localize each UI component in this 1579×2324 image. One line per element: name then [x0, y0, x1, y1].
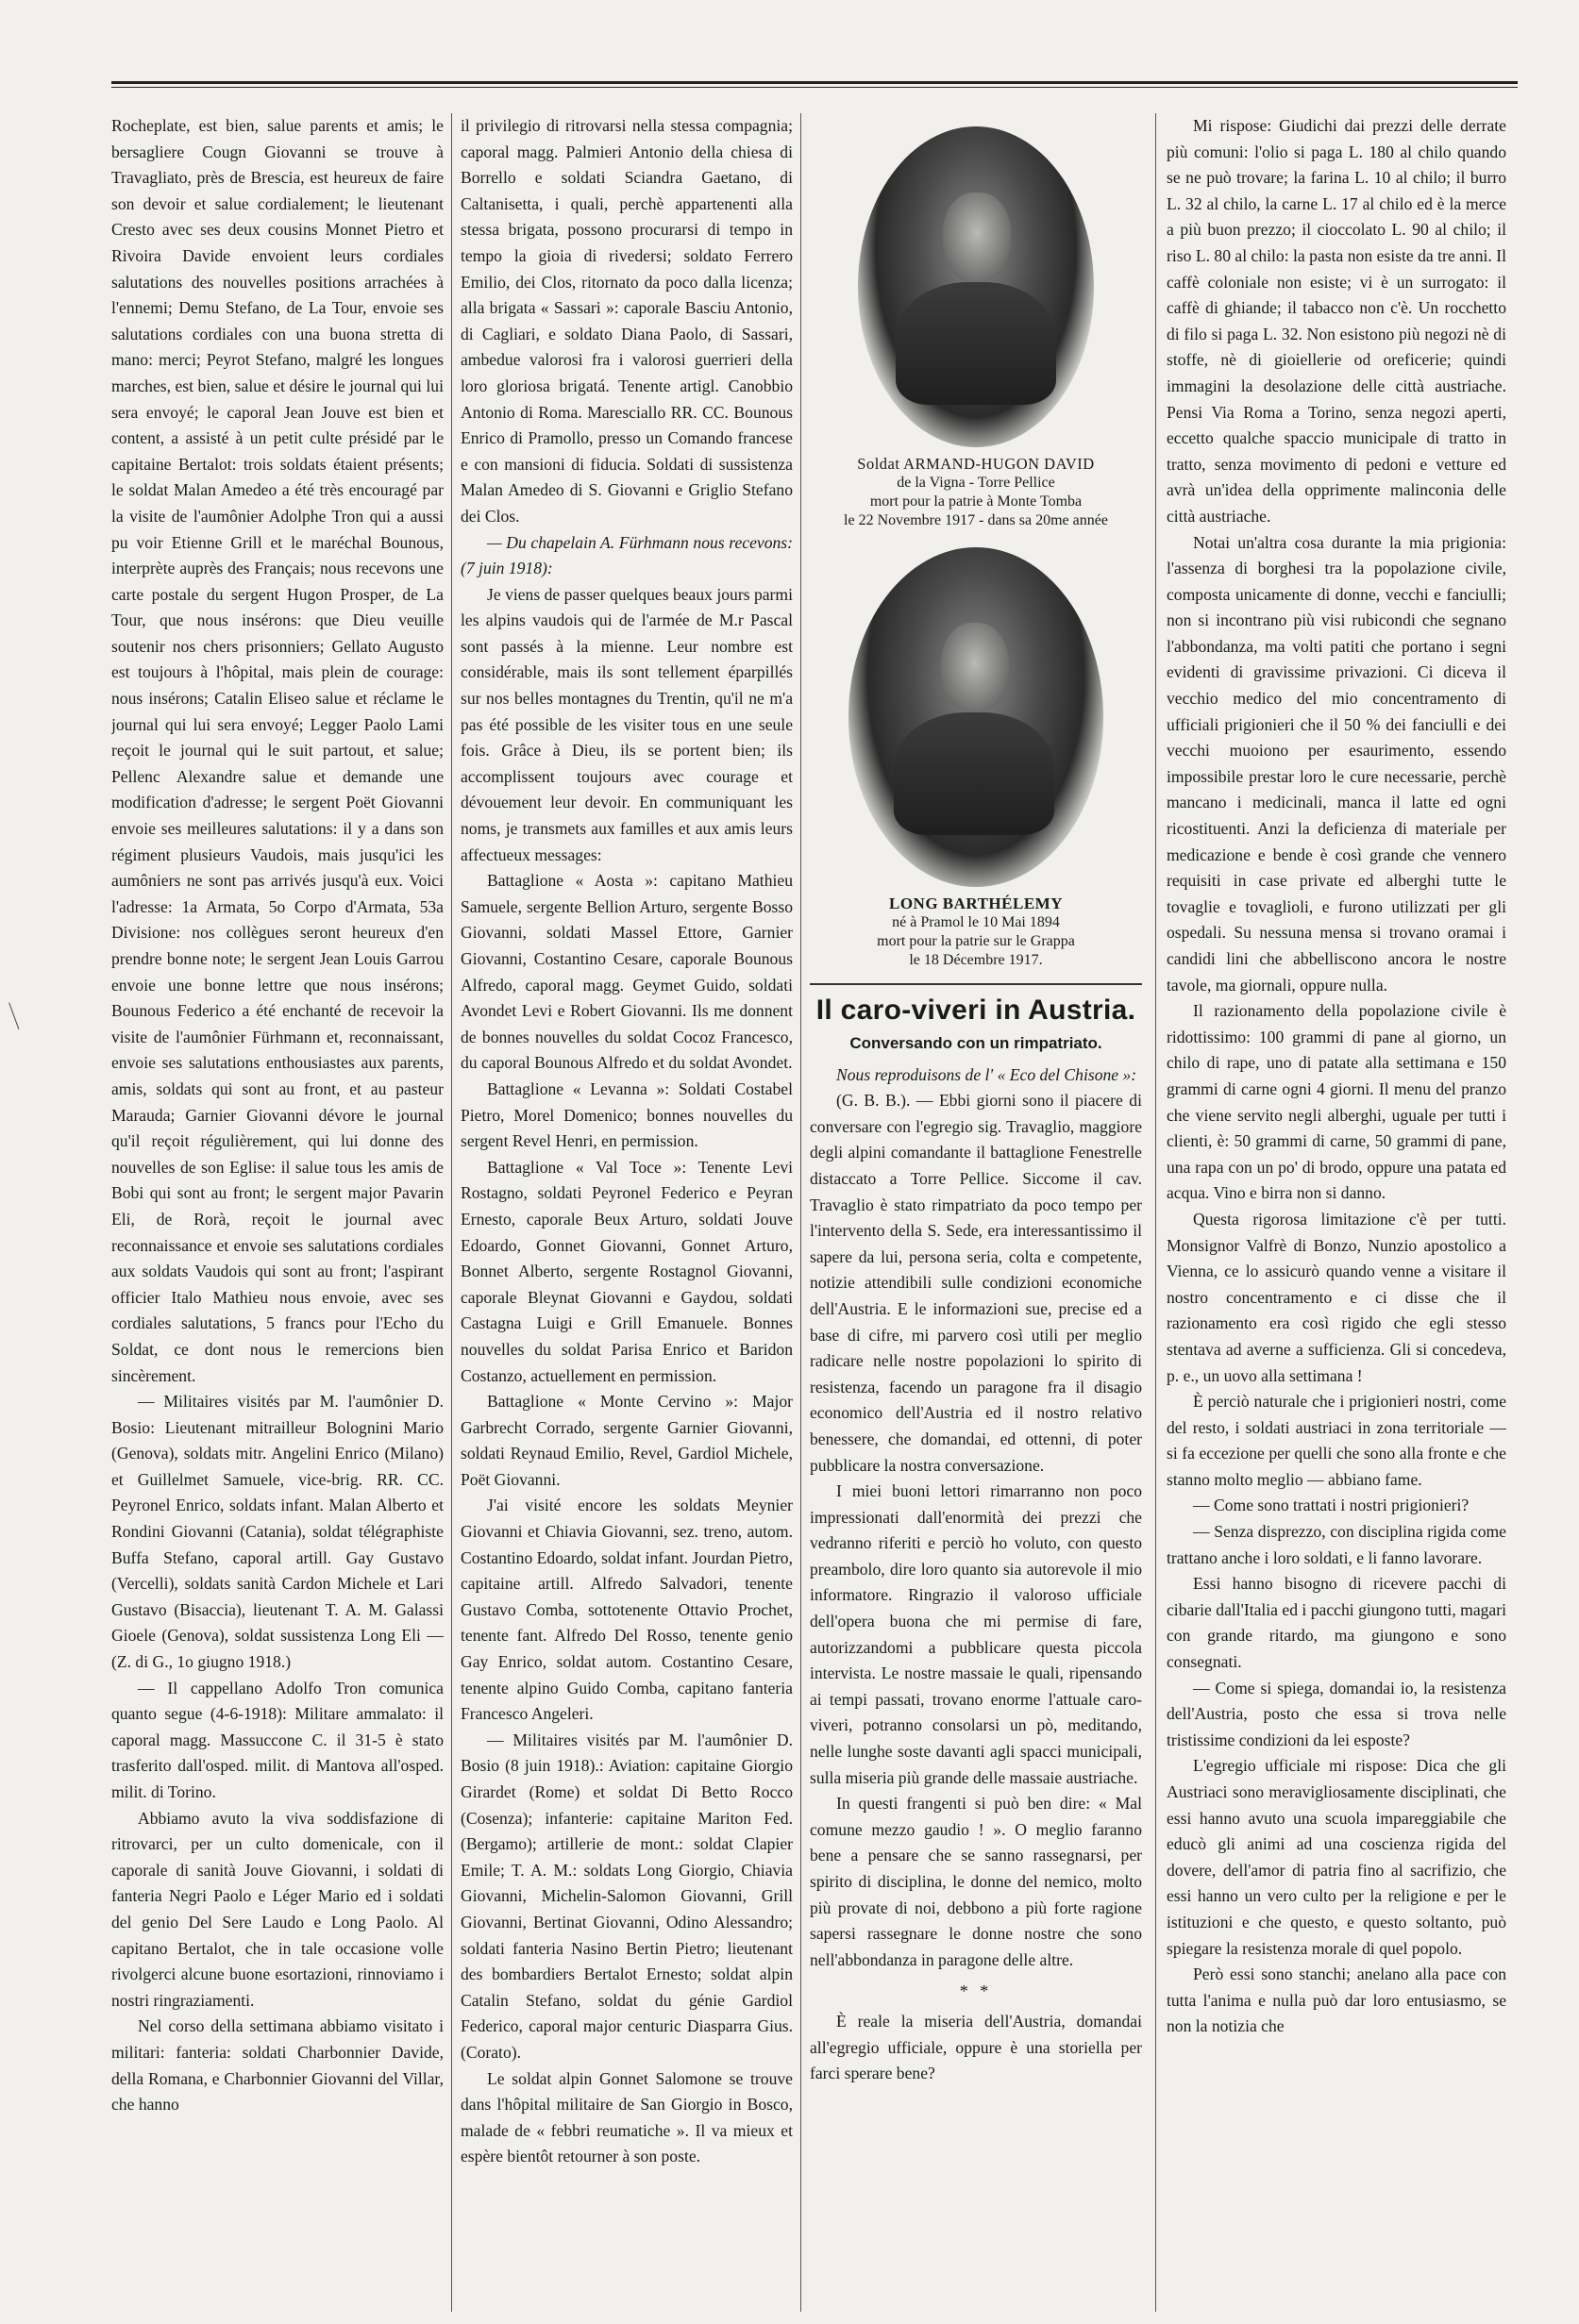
caption-1-line-4: le 22 Novembre 1917 - dans sa 20me année — [844, 512, 1108, 528]
col1-paragraph-1: Rocheplate, est bien, salue parents et amis; le bersagliere Cougn Giovanni se trouve à Travagliato, près de Brescia, est heureux de faire son devoir et salue cordialement; le lieutenant Cresto avec ses deux cousins Monnet Pietro et Rivoira Davide envoient leurs cordiales salutations des nouvelles positions arrachées à l'ennemi; Demu Stefano, de La Tour, envoie ses salutations cordiales con una buona stretta di mano: merci; Peyrot Stefano, malgré les longues marches, est bien, salue et désire le journal qui lui sera envoyé; le caporal Jean Jouve est bien et content, a assisté à un petit culte présidé par le capitaine Bertalot: trois soldats étaient présents; le soldat Malan Amedeo a été très encouragé par la visite de l'aumônier Adolphe Tron qui a aussi pu voir Etienne Grill et le maréchal Bounous, interprète auprès des Français; nous recevons une carte postale du sergent Hugon Prosper, de La Tour, que nous insérons: que Dieu veuille soutenir nos chers prisonniers; Gellato Augusto est toujours à l'hôpital, mais plein de courage: nous insérons; Catalin Eliseo salue et réclame le journal qui lui sera envoyé; Legger Paolo Lami reçoit le journal qui le suit partout, et salue; Pellenc Alexandre salue et demande une modification d'adresse; le sergent Poët Giovanni envoie ses meilleures salutations: il y a dans son régiment plusieurs Vaudois, mais jusqu'ici les aumôniers ne sont pas arrivés jusqu'à eux. Voici l'adresse: 1a Armata, 5o Corpo d'Armata, 53a Divisione: nos collègues seront heureux d'en prendre bonne note; le sergent Jean Louis Garrou envoie une bonne lettre que nous insérons; Bounous Federico a été enchanté de recevoir la visite de l'aumônier Fürhmann et, reconnaissant, envoie ses salutations enthousiastes aux parents, amis, soldats qui sont au front, et au pasteur Marauda; Garnier Giovanni dévore le journal qu'il reçoit régulièrement, qui lui donne des nouvelles de son Eglise: il salue tous les amis de Bobi qui sont au front; le sergent major Pavarin Eli, de Rorà, reçoit le journal avec reconnaissance et envoie ses salutations cordiales aux soldats Vaudois qui sont au front; l'aspirant officier Italo Mathieu nous envoie, avec ses cordiales salutations, 5 francs pour l'Echo du Soldat, ce dont nous le remercions bien sincèrement. — [111, 116, 444, 1385]
col4-paragraph-10: L'egregio ufficiale mi rispose: Dica che gli Austriaci sono meravigliosamente disciplinati, che essi hanno avuto una scuola impareggiabile che educò gli animi ad una coscienza rigida del dovere, dell'amor di patria fino al sacrifizio, che essi hanno un vero culto per la religione e per le istituzioni e che questo, e questo soltanto, può spiegare la resistenza morale di quel popolo. — [1167, 1756, 1506, 1958]
col2-paragraph-2: — Du chapelain A. Fürhmann nous recevons: (7 juin 1918): — [461, 532, 793, 578]
portrait-photo-armand-hugon — [858, 126, 1094, 447]
col3-paragraph-1: (G. B. B.). — Ebbi giorni sono il piacere di conversare con l'egregio sig. Travaglio, maggiore degli alpini comandante il battaglione Fenestrelle distaccato a Torre Pellice. Siccome il cav. Travaglio è stato rimpatriato da poco tempo per l'intervento della S. Sede, era interessantissimo il sapere da lui, persona seria, colta e competente, notizie attendibili sulle condizioni economiche dell'Austria. E le informazioni sue, precise ed a base di cifre, mi parvero così utili per meglio radicare nelle nostre popolazioni lo spirito di resistenza, facendo un paragone fra il disagio economico dell'Austria ed il nostro relativo benessere, che domandai, ed ottenni, di poter pubblicare la nostra conversazione. — [810, 1091, 1142, 1475]
caption-2-line-4: le 18 Décembre 1917. — [909, 952, 1043, 968]
column-divider-1 — [451, 113, 452, 2312]
margin-mark — [8, 999, 28, 1029]
caption-1-line-3: mort pour la patrie à Monte Tomba — [869, 493, 1083, 510]
section-separator — [810, 983, 1142, 985]
col2-paragraph-5: Battaglione « Levanna »: Soldati Costabel Pietro, Morel Domenico; bonnes nouvelles du sergent Revel Henri, en permission. — [461, 1078, 793, 1151]
col3-paragraph-3: In questi frangenti si può ben dire: « Mal comune mezzo gaudio ! ». O meglio faranno bene a pensare che se sanno rassegnarsi, per spirito di disciplina, le donne del nemico, molto più provate di noi, debbono a più forte ragione sapersi rassegnare le donne nostre che sono nell'abbondanza in paragone delle altre. — [810, 1794, 1142, 1969]
portrait-photo-long-barthelemy — [848, 547, 1103, 887]
col4-paragraph-11: Però essi sono stanchi; anelano alla pace con tutta l'anima e nulla può dar loro entusiasmo, se non la notizia che — [1167, 1965, 1506, 2036]
col2-paragraph-9: — Militaires visités par M. l'aumônier D. Bosio (8 juin 1918).: Aviation: capitaine Giorgio Girardet (Rome) et soldat Di Betto Rocco (Cosenza); infanterie: capitaine Mariton Fed. (Bergamo); artillerie de mont.: soldat Clapier Emile; T. A. M.: soldats Long Giorgio, Chiavia Giovanni, Michelin-Salomon Giovanni, Grill Giovanni, Bertinat Giovanni, Odino Alessandro; soldati fanteria Nasino Bertin Pietro; lieutenant des bombardiers Bertalot Ernesto; soldat alpin Catalin Stefano, soldat du génie Gardiol Federico, caporal major centuric Diasparra Gius. (Corato). — [461, 1730, 793, 2062]
col3-paragraph-last: È reale la miseria dell'Austria, domandai all'egregio ufficiale, oppure è una storiella per farci sperare bene? — [810, 2011, 1142, 2083]
caption-1-line-1: Soldat ARMAND-HUGON DAVID — [857, 455, 1095, 473]
column-4 — [1167, 113, 1506, 2312]
article-intro: Nous reproduisons de l' « Eco del Chisone »: — [836, 1064, 1137, 1084]
col1-paragraph-3: — Il cappellano Adolfo Tron comunica quanto segue (4-6-1918): Militare ammalato: il caporal magg. Massuccone C. il 31-5 è stato trasferito dall'osped. milit. di Mantova all'osped. milit. di Torino. — [111, 1678, 444, 1801]
caption-2-line-1: LONG BARTHÉLEMY — [888, 894, 1063, 912]
col4-paragraph-4: Questa rigorosa limitazione c'è per tutti. Monsignor Valfrè di Bonzo, Nunzio apostolico a Vienna, ce lo assicurò quando venne a visitare il nostro concentramento e ci disse che il razionamento era così rigido che egli stesso stentava ad averne a sufficienza. Gli si concedeva, p. e., un uovo alla settimana ! — [1167, 1209, 1506, 1385]
col4-paragraph-7: — Senza disprezzo, con disciplina rigida come trattano anche i loro soldati, e li fanno lavorare. — [1167, 1522, 1506, 1567]
caption-2-line-2: né à Pramol le 10 Mai 1894 — [892, 914, 1060, 930]
col1-paragraph-5: Nel corso della settimana abbiamo visitato i militari: fanteria: soldati Charbonnier Davide, della Romana, e Charbonnier Giovanni del Villar, che hanno — [111, 2016, 444, 2115]
col1-paragraph-4: Abbiamo avuto la viva soddisfazione di ritrovarci, per un culto domenicale, con il caporale di sanità Jouve Giovanni, i soldati di fanteria Negri Paolo e Léger Mario ed i soldati del genio Del Sere Laudo e Long Paolo. Al capitano Bertalot, che in tale occasione volle rivolgerci alcune buone esortazioni, rinnoviamo i nostri ringraziamenti. — [111, 1808, 444, 2010]
col4-paragraph-3: Il razionamento della popolazione civile è ridottissimo: 100 grammi di pane al giorno, un chilo di rape, uno di patate alla settimana e 150 grammi di carne ogni 4 giorni. Il menu del pranzo che viene servito negli alberghi, uguale per tutti i clienti, è: 50 grammi di carne, 50 grammi di pane, una rapa con un po' di brodo, oppure una patata ed acqua. Vino e birra non si danno. — [1167, 1001, 1506, 1203]
article-headline: Il caro-viveri in Austria. — [815, 995, 1136, 1026]
col2-paragraph-1: il privilegio di ritrovarsi nella stessa compagnia; caporal magg. Palmieri Antonio della chiesa di Borrello e soldati Sciandra Gaetano, di Caltanisetta, i quali, perchè appartenenti alla stessa brigata, possono procurarsi di tempo in tempo la gioia di rivedersi; soldato Ferrero Emilio, dei Clos, ritornato da poco dalla licenza; alla brigata « Sassari »: caporale Basciu Antonio, di Cagliari, e soldato Diana Paolo, di Sassari, ambedue valorosi fra i valorosi guerrieri della loro gloriosa brigatá. Tenente artigl. Canobbio Antonio di Roma. Maresciallo RR. CC. Bounous Enrico di Pramollo, presso un Comando francese e con mansioni di fiducia. Soldati di sussistenza Malan Amedeo di S. Giovanni e Griglio Stefano dei Clos. — [461, 116, 793, 526]
col2-paragraph-10: Le soldat alpin Gonnet Salomone se trouve dans l'hôpital militaire de San Giorgio in Bosco, malade de « febbri reumatiche ». Il va mieux et espère bientôt retourner à son poste. — [461, 2068, 793, 2166]
col2-paragraph-4: Battaglione « Aosta »: capitano Mathieu Samuele, sergente Bellion Arturo, sergente Bosso Giovanni, soldati Massel Ettore, Garnier Giovanni, Costantino Cesare, caporale Bounous Alfredo, caporal magg. Geymet Guido, soldati Avondet Levi e Robert Giovanni. Ils me donnent de bonnes nouvelles du soldat Cocoz Francesco, du caporal Bounous Alfredo et du soldat Avondet. — [461, 871, 793, 1073]
article-subheadline: Conversando con un rimpatriato. — [849, 1034, 1102, 1052]
column-3 — [810, 113, 1142, 2312]
col4-paragraph-6: — Come sono trattati i nostri prigionieri? — [1193, 1496, 1470, 1515]
portrait-caption-2 — [810, 894, 1142, 970]
top-double-rule — [111, 81, 1518, 88]
caption-2-line-3: mort pour la patrie sur le Grappa — [877, 933, 1075, 949]
portrait-caption-1 — [810, 455, 1142, 530]
caption-1-line-2: de la Vigna - Torre Pellice — [897, 475, 1055, 491]
col4-paragraph-9: — Come si spiega, domandai io, la resistenza dell'Austria, posto che essa si trova nelle tristissime condizioni da lei esposte? — [1167, 1678, 1506, 1749]
col2-paragraph-8: J'ai visité encore les soldats Meynier Giovanni et Chiavia Giovanni, sez. treno, autom. Costantino Edoardo, soldat infant. Jourdan Pietro, capitaine artill. Alfredo Salvadori, tenente Gustavo Comba, sottotenente Ottavio Prochet, tenente fant. Alfredo Del Rosso, tenente genio Gay Enrico, soldat autom. Costantino Cesare, tenente alpino Guido Comba, capitano fanteria Francesco Angeleri. — [461, 1496, 793, 1724]
col1-paragraph-2: — Militaires visités par M. l'aumônier D. Bosio: Lieutenant mitrailleur Bolognini Mario (Genova), soldats mitr. Angelini Enrico (Milano) et Guillelmet Samuele, vice-brig. RR. CC. Peyronel Enrico, soldats infant. Malan Alberto et Rondini Giovanni (Catania), soldat télégraphiste Buffa Stefano, caporal artill. Gay Gustavo (Vercelli), soldats sanità Cardon Michele et Lari Gustavo (Bisaccia), lieutenant T. A. M. Galassi Gioele (Genova), soldat sussistenza Long Eli — (Z. di G., 1o giugno 1918.) — [111, 1392, 444, 1672]
col4-paragraph-2: Notai un'altra cosa durante la mia prigionia: l'assenza di borghesi tra la popolazione civile, composta unicamente di donne, vecchi e fanciulli; non si incontrano più visi rubicondi che segnano l'abbondanza, ma volti patiti che portano i segni evidenti di gravissime privazioni. Ci diceva il vecchio medico del mio concentramento di ufficiali prigionieri che il 50 % dei fanciulli e dei vecchi muoiono per esaurimento, essendo impossibile prestar loro le cure necessarie, perchè mancano i medicinali, manca il latte ed ogni ricostituenti. Anzi la deficienza di materiale per medicazione e bende è così grande che vennero requisiti in case private ed alberghi tutte le tovaglie e tovaglioli, e furono utilizzati per gli ospedali. Su nessuna mensa si trovano oramai i candidi lini che abbelliscono ancora le nostre tavole, ma giornali, oppure nulla. — [1167, 532, 1506, 995]
column-1 — [111, 113, 444, 2312]
col2-paragraph-3: Je viens de passer quelques beaux jours parmi les alpins vaudois qui de l'armée de M.r Pascal sont passés à la mienne. Leur nombre est considérable, mais ils sont tellement éparpillés sur nos belles montagnes du Trentin, qu'il ne m'a pas été possible de les visiter tous en une seule fois. Grâce à Dieu, ils se portent bien; ils accomplissent toujours avec courage et dévouement leur devoir. En communiquant les noms, je transmets aux familles et aux amis leurs affectueux messages: — [461, 584, 793, 864]
asterism: * * — [959, 1981, 993, 2001]
col3-paragraph-2: I miei buoni lettori rimarranno non poco impressionati dall'enormità dei prezzi che vedranno riferiti e perciò ho voluto, con questo preambolo, dire loro quanto sia autorevole il mio informatore. Ringrazio il valoroso ufficiale dell'opera buona che mi permise di fare, autorizzandomi a pubblicare questa piccola intervista. Le nostre massaie le quali, ripensando ai tempi passati, trovano enorme l'attuale caro-viveri, potranno consolarsi un pò, meditando, nelle lunghe soste davanti agli spacci municipali, sulla miseria più grande delle massaie austriache. — [810, 1481, 1142, 1787]
col4-paragraph-1: Mi rispose: Giudichi dai prezzi delle derrate più comuni: l'olio si paga L. 180 al chilo quando se ne può trovare; la farina L. 10 al chilo; il burro L. 32 al chilo, la carne L. 17 al chilo ed è la merce a più buon prezzo; il cioccolato L. 90 al chilo; il riso L. 80 al chilo: la pasta non esiste da tre anni. Il caffè coloniale non esiste; vi è un surrogato: il caffè di ghiande; il tabacco non c'è. Un rocchetto di filo si paga L. 32. Non esistono più negozi nè di stoffe, nè di gioiellerie od oreficerie; quindi immagini la desolazione delle città austriache. Pensi Via Roma a Torino, senza negozi aperti, eccetto qualche spaccio municipale di tratto in tratto, senza movimento di pedoni e vetture ed avrà un'idea della opprimente malinconia delle città austriache. — [1167, 116, 1506, 526]
col2-paragraph-6: Battaglione « Val Toce »: Tenente Levi Rostagno, soldati Peyronel Federico e Peyran Ernesto, caporale Beux Arturo, soldati Jouve Edoardo, Gonnet Giovanni, Gonnet Arturo, Bonnet Alberto, sergente Rostagnol Giovanni, caporale Bleynat Giovanni e Gaydou, soldati Castagna Luigi e Grill Emanuele. Bonnes nouvelles du soldat Parisa Enrico et Baridon Costanzo, actuellement en permission. — [461, 1157, 793, 1385]
column-divider-2 — [800, 113, 801, 2312]
col2-paragraph-7: Battaglione « Monte Cervino »: Major Garbrecht Corrado, sergente Garnier Giovanni, soldati Reynaud Emilio, Revel, Gardiol Michele, Poët Giovanni. — [461, 1392, 793, 1489]
col4-paragraph-5: È perciò naturale che i prigionieri nostri, come del resto, i soldati austriaci in zona territoriale — si fa eccezione per quelli che sono alla fronte e che stanno molto meglio — abbiano fame. — [1167, 1392, 1506, 1489]
column-divider-3 — [1155, 113, 1156, 2312]
col4-paragraph-8: Essi hanno bisogno di ricevere pacchi di cibarie dall'Italia ed i pacchi giungono tutti, magari con grande ritardo, ma giungono e sono consegnati. — [1167, 1574, 1506, 1672]
column-2 — [461, 113, 793, 2312]
